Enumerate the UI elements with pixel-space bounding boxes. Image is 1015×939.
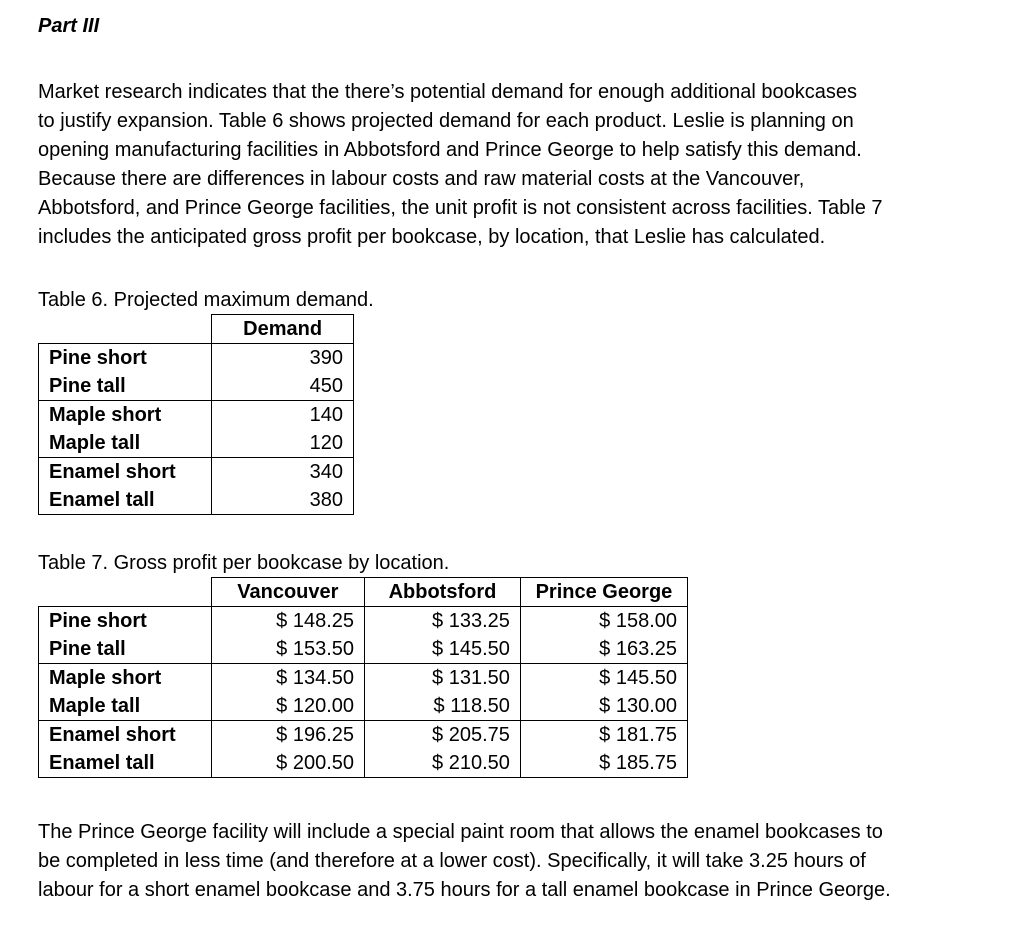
demand-value: 140 [212,401,354,430]
profit-prince-george: $ 130.00 [520,692,687,721]
table-row [39,607,688,636]
profit-abbotsford: $ 210.50 [365,749,521,778]
demand-value: 380 [212,486,354,515]
closing-paragraph [38,818,983,905]
row-label: Maple tall [39,692,212,721]
table-row [39,458,354,487]
profit-abbotsford: $ 145.50 [365,635,521,664]
closing-line: The Prince George facility will include a special paint room that allows the enamel bookcases to [38,821,883,843]
profit-vancouver: $ 153.50 [211,635,364,664]
row-label: Enamel short [39,721,212,750]
closing-line: labour for a short enamel bookcase and 3.75 hours for a tall enamel bookcase in Prince George. [38,879,891,901]
profit-prince-george: $ 145.50 [520,664,687,693]
row-label: Maple short [39,401,212,430]
row-label: Pine short [39,344,212,373]
row-label: Enamel tall [39,749,212,778]
table6-corner [39,315,212,344]
intro-line: to justify expansion. Table 6 shows projected demand for each product. Leslie is planning on [38,110,854,132]
row-label: Pine tall [39,635,212,664]
demand-value: 340 [212,458,354,487]
table-row [39,344,354,373]
row-label: Enamel short [39,458,212,487]
row-label: Maple tall [39,429,212,458]
profit-abbotsford: $ 118.50 [365,692,521,721]
part-title: Part III [38,15,100,37]
table-row [39,486,354,515]
closing-line: be completed in less time (and therefore at a lower cost). Specifically, it will take 3.25 hours of [38,850,866,872]
table7-header-abbotsford: Abbotsford [365,578,521,607]
intro-line: opening manufacturing facilities in Abbotsford and Prince George to help satisfy this demand. [38,139,862,161]
row-label: Enamel tall [39,486,212,515]
table7-corner [39,578,212,607]
profit-vancouver: $ 196.25 [211,721,364,750]
intro-line: includes the anticipated gross profit per bookcase, by location, that Leslie has calculated. [38,226,826,248]
row-label: Maple short [39,664,212,693]
demand-value: 390 [212,344,354,373]
table-row [39,429,354,458]
intro-line: Abbotsford, and Prince George facilities, the unit profit is not consistent across facilities. Table 7 [38,197,883,219]
profit-vancouver: $ 134.50 [211,664,364,693]
table-row [39,401,354,430]
intro-line: Because there are differences in labour costs and raw material costs at the Vancouver, [38,168,805,190]
intro-paragraph [38,78,983,252]
table7-header-prince-george: Prince George [520,578,687,607]
intro-line: Market research indicates that the there’s potential demand for enough additional bookcases [38,81,858,103]
table6-caption: Table 6. Projected maximum demand. [38,289,374,311]
table-row [39,692,688,721]
profit-prince-george: $ 163.25 [520,635,687,664]
profit-vancouver: $ 148.25 [211,607,364,636]
profit-vancouver: $ 120.00 [211,692,364,721]
demand-value: 120 [212,429,354,458]
table-row [39,721,688,750]
table7-gross-profit [38,577,688,778]
demand-value: 450 [212,372,354,401]
table-row [39,372,354,401]
profit-abbotsford: $ 205.75 [365,721,521,750]
profit-abbotsford: $ 133.25 [365,607,521,636]
profit-prince-george: $ 158.00 [520,607,687,636]
table-row [39,664,688,693]
profit-vancouver: $ 200.50 [211,749,364,778]
table6-demand [38,314,354,515]
row-label: Pine tall [39,372,212,401]
table7-caption: Table 7. Gross profit per bookcase by location. [38,552,450,574]
row-label: Pine short [39,607,212,636]
table7-header-vancouver: Vancouver [211,578,364,607]
profit-prince-george: $ 181.75 [520,721,687,750]
table-row [39,635,688,664]
document-page [38,14,983,905]
table-row [39,749,688,778]
profit-prince-george: $ 185.75 [520,749,687,778]
profit-abbotsford: $ 131.50 [365,664,521,693]
table6-header-demand: Demand [212,315,354,344]
